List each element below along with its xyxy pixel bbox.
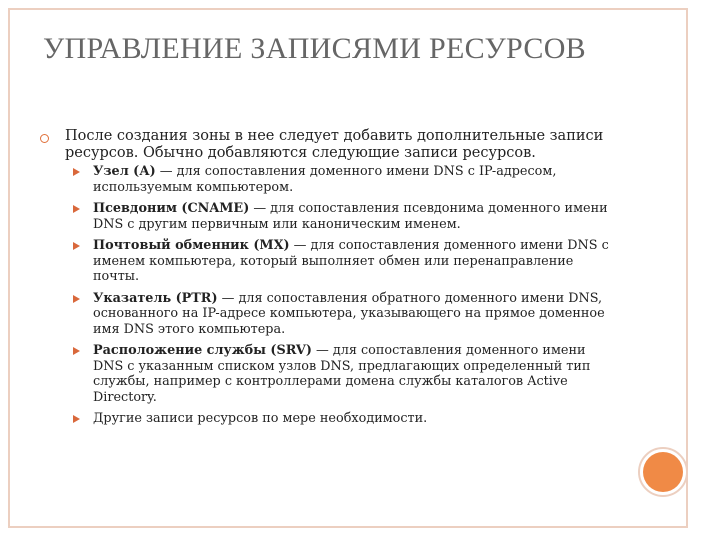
decorative-orange-circle (643, 452, 683, 492)
record-description: Другие записи ресурсов по мере необходимости. (93, 411, 428, 426)
record-item-ptr (65, 291, 618, 338)
record-term: Почтовый обменник (МХ) (93, 238, 290, 253)
record-description: — для сопоставления псевдонима доменного имени DNS с другим первичным или каноническим именем. (93, 201, 608, 232)
record-term: Узел (А) (93, 164, 156, 179)
triangle-bullet-icon (73, 242, 80, 250)
record-description: — для сопоставления доменного имени DNS с IP-адресом, используемым компьютером. (93, 164, 557, 195)
triangle-bullet-icon (73, 415, 80, 423)
record-description: — для сопоставления доменного имени DNS с указанным списком узлов DNS, предлагающих определенный тип службы, например с контроллерами домена службы каталогов Active Directory. (93, 343, 591, 405)
slide-content (38, 128, 618, 433)
record-term: Расположение службы (SRV) (93, 343, 312, 358)
record-term: Псевдоним (CNAME) (93, 201, 250, 216)
record-term: Указатель (PTR) (93, 290, 218, 306)
record-item-a (65, 164, 618, 195)
triangle-bullet-icon (73, 205, 80, 213)
record-item-other (65, 411, 618, 427)
intro-text: После создания зоны в нее следует добавить дополнительные записи ресурсов. Обычно добавляются следующие записи ресурсов. (65, 128, 604, 161)
triangle-bullet-icon (73, 347, 80, 355)
record-item-mx (65, 238, 618, 285)
main-bullet-item (38, 128, 618, 427)
ring-bullet-icon (40, 134, 49, 143)
record-description: — для сопоставления доменного имени DNS с именем компьютера, который выполняет обмен или перенаправление почты. (93, 238, 609, 284)
triangle-bullet-icon (73, 168, 80, 176)
record-description: — для сопоставления обратного доменного имени DNS, основанного на IP-адресе компьютера, указывающего на прямое доменное имя DNS этого компьютера. (93, 290, 605, 337)
record-item-cname (65, 201, 618, 232)
slide-title: УПРАВЛЕНИЕ ЗАПИСЯМИ РЕСУРСОВ (43, 32, 586, 65)
record-item-srv (65, 343, 618, 405)
record-types-list (65, 164, 618, 427)
triangle-bullet-icon (73, 295, 80, 303)
